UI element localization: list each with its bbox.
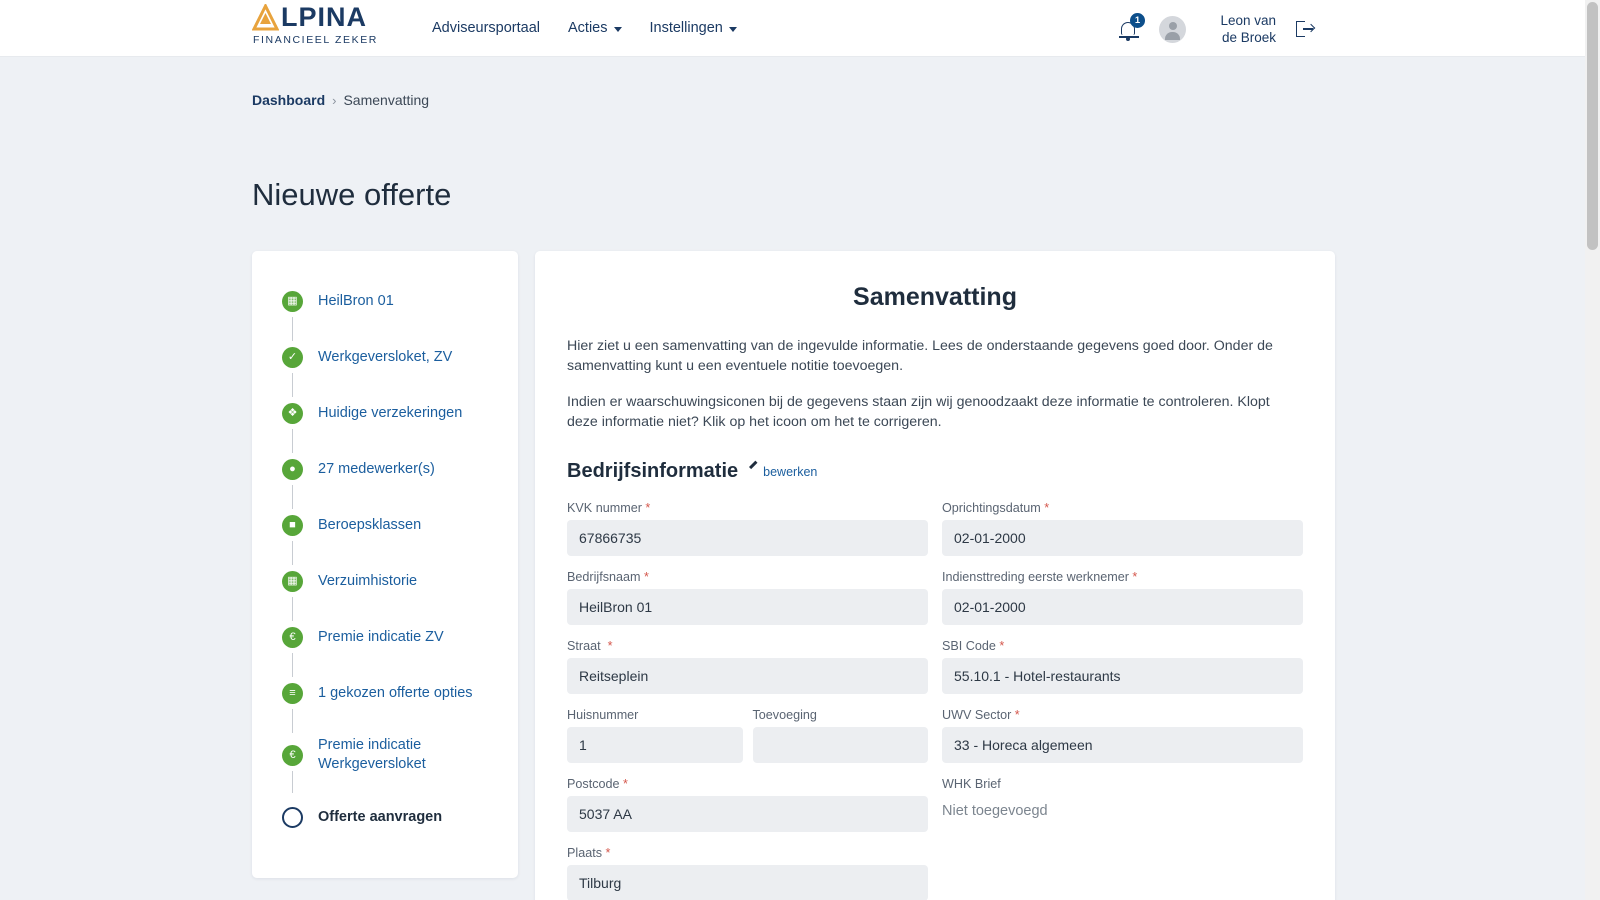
step-label: Beroepsklassen	[318, 516, 422, 533]
avatar[interactable]	[1159, 16, 1186, 43]
user-name-label: Leon van de Broek	[1220, 13, 1276, 45]
list-icon: ≡	[282, 683, 303, 704]
bedrijfsinformatie-form	[567, 501, 1303, 900]
nav-item-label: Adviseursportaal	[432, 20, 540, 36]
label-text: Plaats	[567, 846, 603, 860]
step-label: 27 medewerker(s)	[318, 460, 435, 477]
step-connector-line	[292, 429, 293, 453]
label-text: Straat	[567, 639, 601, 653]
breadcrumb-separator: ›	[332, 92, 337, 108]
section-header-bedrijfsinformatie	[567, 460, 1303, 483]
step-connector-line	[292, 709, 293, 733]
field-label	[942, 708, 1303, 722]
step-connector-line	[292, 771, 293, 793]
nav-item-acties[interactable]	[568, 20, 622, 36]
field-spacer	[942, 846, 1303, 900]
breadcrumb-current: Samenvatting	[343, 92, 430, 108]
field-straat	[567, 639, 928, 694]
sidebar-item-heilbron-01[interactable]	[252, 273, 518, 329]
building-icon: ▦	[282, 291, 303, 312]
bell-clapper-icon	[1126, 37, 1130, 41]
nav-item-label: Acties	[568, 20, 608, 36]
field-label	[567, 639, 928, 653]
alpina-mountain-icon	[252, 4, 279, 31]
top-navigation-bar	[0, 0, 1600, 57]
plaats-input[interactable]: Tilburg	[567, 865, 928, 900]
nav-item-label: Instellingen	[649, 20, 723, 36]
step-connector-line	[292, 373, 293, 397]
field-huisnummer-toevoeging	[567, 708, 928, 763]
field-postcode	[567, 777, 928, 832]
label-text: KVK nummer	[567, 501, 642, 515]
logout-icon[interactable]	[1296, 21, 1314, 37]
stepper-panel	[252, 251, 518, 878]
sidebar-item-offerte-aanvragen[interactable]	[252, 789, 518, 845]
huisnummer-input[interactable]: 1	[567, 727, 743, 763]
field-indiensttreding-eerste-werknemer	[942, 570, 1303, 625]
indiensttreding-input[interactable]: 02-01-2000	[942, 589, 1303, 625]
required-marker: *	[1132, 570, 1138, 584]
notifications-button[interactable]	[1119, 16, 1141, 42]
step-label: Offerte aanvragen	[318, 808, 443, 825]
field-whk-brief	[942, 777, 1303, 832]
toevoeging-input[interactable]	[753, 727, 929, 763]
field-sbi-code	[942, 639, 1303, 694]
label-text: Bedrijfsnaam	[567, 570, 641, 584]
field-label	[942, 570, 1303, 584]
field-label	[942, 639, 1303, 653]
field-label	[567, 777, 928, 791]
field-label	[942, 501, 1303, 515]
breadcrumb-dashboard-link[interactable]: Dashboard	[252, 92, 326, 108]
shield-icon: ❖	[282, 403, 303, 424]
scrollbar-thumb[interactable]	[1587, 2, 1598, 250]
field-kvk-nummer	[567, 501, 928, 556]
panel-title: Samenvatting	[853, 283, 1017, 311]
circle-icon	[282, 807, 303, 828]
main-menu	[432, 20, 737, 36]
step-connector-line	[292, 597, 293, 621]
intro-paragraph-1: Hier ziet u een samenvatting van de ingevulde informatie. Lees de onderstaande gegevens goed door. Onder de samenvatting kunt u een eventuele notitie toevoegen.	[567, 338, 1273, 374]
page-title: Nieuwe offerte	[252, 177, 452, 212]
check-icon: ✓	[282, 347, 303, 368]
step-label: Premie indicatie Werkgeversloket	[318, 737, 426, 772]
field-label: WHK Brief	[942, 777, 1001, 791]
required-marker: *	[999, 639, 1005, 653]
required-marker: *	[1044, 501, 1050, 515]
edit-link-label: bewerken	[763, 464, 818, 479]
nav-item-instellingen[interactable]	[650, 20, 737, 36]
field-plaats	[567, 846, 928, 900]
summary-panel	[535, 251, 1335, 900]
field-uwv-sector	[942, 708, 1303, 763]
label-text: UWV Sector	[942, 708, 1012, 722]
required-marker: *	[1014, 708, 1020, 722]
top-right-cluster	[1119, 12, 1314, 46]
field-label	[567, 501, 928, 515]
label-text: Indiensttreding eerste werknemer	[942, 570, 1129, 584]
notification-badge: 1	[1130, 13, 1145, 28]
uwv-sector-input[interactable]: 33 - Horeca algemeen	[942, 727, 1303, 763]
euro-icon: €	[282, 627, 303, 648]
step-label: Premie indicatie ZV	[318, 628, 444, 645]
field-label	[567, 846, 928, 860]
logout-arrow-shape	[1303, 28, 1313, 30]
step-connector-line	[292, 653, 293, 677]
field-label	[567, 570, 928, 584]
section-title: Bedrijfsinformatie	[567, 460, 739, 482]
required-marker: *	[605, 846, 611, 860]
calendar-icon: ▦	[282, 571, 303, 592]
field-toevoeging	[753, 708, 929, 763]
postcode-input[interactable]: 5037 AA	[567, 796, 928, 832]
logo-wordmark: LPINA	[281, 2, 367, 32]
field-label: Toevoeging	[752, 708, 817, 722]
briefcase-icon: ■	[282, 515, 303, 536]
chevron-down-icon	[729, 27, 737, 32]
edit-section-link[interactable]	[748, 465, 817, 479]
field-label: Huisnummer	[567, 708, 639, 722]
field-oprichtingsdatum	[942, 501, 1303, 556]
required-marker: *	[644, 570, 649, 584]
sbi-code-input[interactable]: 55.10.1 - Hotel-restaurants	[942, 658, 1303, 694]
oprichtingsdatum-input[interactable]: 02-01-2000	[942, 520, 1303, 556]
page-scrollbar[interactable]	[1585, 0, 1600, 900]
step-label: 1 gekozen offerte opties	[318, 684, 473, 701]
step-connector-line	[292, 485, 293, 509]
required-marker: *	[604, 639, 613, 653]
step-label: HeilBron 01	[318, 292, 394, 309]
step-label: Werkgeversloket, ZV	[318, 348, 453, 365]
label-text: Oprichtingsdatum	[942, 501, 1041, 515]
pencil-icon	[748, 466, 759, 477]
kvk-nummer-input[interactable]: 67866735	[567, 520, 928, 556]
breadcrumb	[252, 92, 429, 108]
logo-tagline: FINANCIEEL ZEKER	[253, 34, 378, 46]
label-text: Postcode	[567, 777, 620, 791]
whk-brief-value: Niet toegevoegd	[942, 803, 1048, 819]
logo-row	[252, 4, 367, 31]
bedrijfsnaam-input[interactable]: HeilBron 01	[567, 589, 928, 625]
people-icon: ●	[282, 459, 303, 480]
required-marker: *	[645, 501, 651, 515]
intro-paragraph-2: Indien er waarschuwingsiconen bij de gegevens staan zijn wij genoodzaakt deze informatie te controleren. Klopt deze informatie niet? Klik op het icoon om het te corrigeren.	[567, 394, 1270, 430]
alpina-logo[interactable]	[252, 4, 378, 46]
required-marker: *	[623, 777, 628, 791]
step-connector-line	[292, 317, 293, 341]
field-huisnummer	[567, 708, 743, 763]
euro-icon: €	[282, 745, 303, 766]
field-bedrijfsnaam	[567, 570, 928, 625]
nav-item-adviseursportaal[interactable]	[432, 20, 540, 36]
label-text: SBI Code	[942, 639, 996, 653]
huisnummer-toevoeging-row	[567, 708, 928, 763]
step-label: Huidige verzekeringen	[318, 404, 463, 421]
step-label: Verzuimhistorie	[318, 572, 418, 589]
chevron-down-icon	[614, 27, 622, 32]
straat-input[interactable]: Reitseplein	[567, 658, 928, 694]
step-connector-line	[292, 541, 293, 565]
